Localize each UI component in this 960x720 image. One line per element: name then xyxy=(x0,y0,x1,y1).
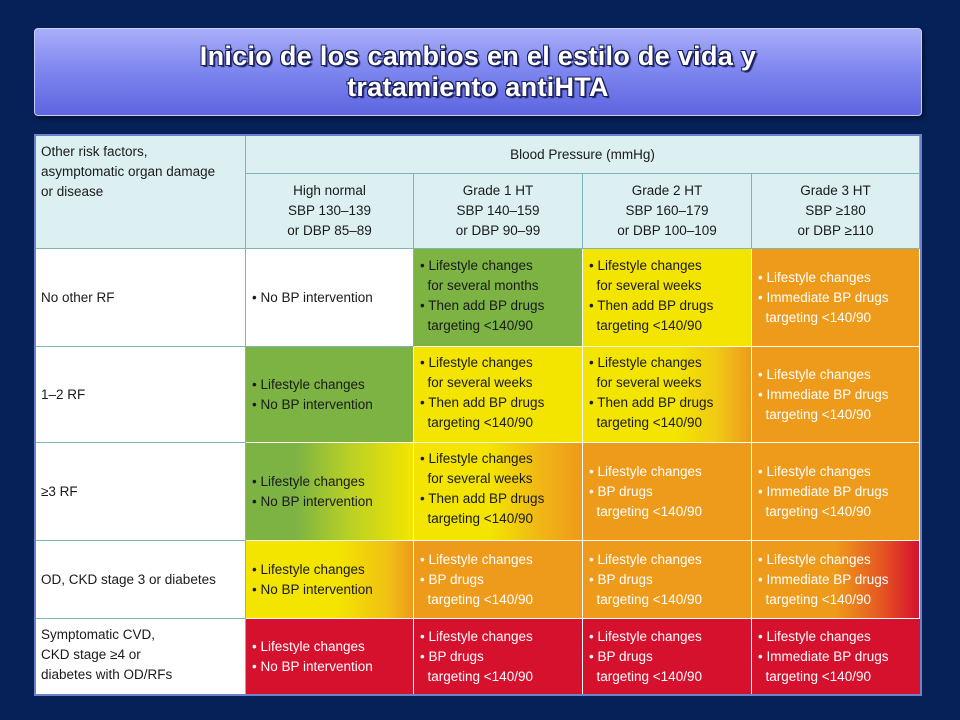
col-sbp: SBP 140–159 xyxy=(456,203,540,218)
col-sbp: SBP 160–179 xyxy=(625,203,709,218)
row-label-od-ckd3-diabetes xyxy=(36,541,246,619)
cell-text: • No BP intervention xyxy=(252,289,373,305)
col-name: Grade 3 HT xyxy=(800,183,871,198)
cell-r3-grade1 xyxy=(414,443,583,541)
col-header-grade2 xyxy=(583,174,752,249)
col-dbp: or DBP 90–99 xyxy=(455,223,541,238)
cell-text: • Lifestyle changes for several weeks • Then add BP drugs targeting <140/90 xyxy=(589,258,714,333)
col-name: High normal xyxy=(293,183,366,198)
row-label-3-rf xyxy=(36,443,246,541)
bp-header xyxy=(246,136,920,174)
col-dbp: or DBP 85–89 xyxy=(287,223,372,238)
bp-risk-table xyxy=(34,134,922,696)
row-label: No other RF xyxy=(41,289,115,305)
cell-text: • Lifestyle changes • BP drugs targeting <140/90 xyxy=(589,551,702,607)
col-dbp: or DBP 100–109 xyxy=(617,223,717,238)
cell-r2-grade1 xyxy=(414,347,583,443)
row-label-1-2-rf xyxy=(36,347,246,443)
cell-r4-grade3 xyxy=(752,541,920,619)
col-header-high-normal xyxy=(246,174,414,249)
cell-r1-grade3 xyxy=(752,249,920,347)
cell-text: • Lifestyle changes • Immediate BP drugs targeting <140/90 xyxy=(758,551,889,607)
cell-text: • Lifestyle changes for several weeks • Then add BP drugs targeting <140/90 xyxy=(420,451,545,526)
cell-r5-grade2 xyxy=(583,619,752,694)
cell-text: • Lifestyle changes • BP drugs targeting <140/90 xyxy=(420,551,533,607)
col-name: Grade 2 HT xyxy=(631,183,703,198)
row-label: ≥3 RF xyxy=(41,483,78,499)
col-header-grade3 xyxy=(752,174,920,249)
cell-r3-grade2 xyxy=(583,443,752,541)
cell-text: • Lifestyle changes • BP drugs targeting <140/90 xyxy=(420,628,533,684)
cell-text: • Lifestyle changes for several weeks • Then add BP drugs targeting <140/90 xyxy=(420,355,545,430)
row-label-no-other-rf xyxy=(36,249,246,347)
col-header-grade1 xyxy=(414,174,583,249)
cell-text: • Lifestyle changes for several months • Then add BP drugs targeting <140/90 xyxy=(420,258,545,333)
cell-r1-grade2 xyxy=(583,249,752,347)
cell-r1-grade1 xyxy=(414,249,583,347)
cell-text: • Lifestyle changes • No BP intervention xyxy=(252,561,373,597)
cell-r3-grade3 xyxy=(752,443,920,541)
col-name: Grade 1 HT xyxy=(462,183,534,198)
cell-r4-grade2 xyxy=(583,541,752,619)
cell-r3-high-normal xyxy=(246,443,414,541)
cell-text: • Lifestyle changes • Immediate BP drugs targeting <140/90 xyxy=(758,366,889,422)
col-dbp: or DBP ≥110 xyxy=(797,223,874,238)
cell-text: • Lifestyle changes for several weeks • Then add BP drugs targeting <140/90 xyxy=(589,355,714,430)
cell-r2-grade2 xyxy=(583,347,752,443)
cell-text: • Lifestyle changes • Immediate BP drugs targeting <140/90 xyxy=(758,463,889,519)
cell-r5-high-normal xyxy=(246,619,414,694)
row-label: 1–2 RF xyxy=(41,386,86,402)
cell-text: • Lifestyle changes • Immediate BP drugs targeting <140/90 xyxy=(758,269,889,325)
cell-text: • Lifestyle changes • BP drugs targeting <140/90 xyxy=(589,628,702,684)
cell-r1-high-normal xyxy=(246,249,414,347)
row-label: Symptomatic CVD, CKD stage ≥4 or diabetes with OD/RFs xyxy=(41,627,173,682)
cell-text: • Lifestyle changes • Immediate BP drugs targeting <140/90 xyxy=(758,628,889,684)
cell-r5-grade3 xyxy=(752,619,920,694)
cell-r5-grade1 xyxy=(414,619,583,694)
cell-text: • Lifestyle changes • No BP intervention xyxy=(252,638,373,674)
bp-header-label: Blood Pressure (mmHg) xyxy=(510,146,655,162)
title-line-1: Inicio de los cambios en el estilo de vida y xyxy=(199,41,757,71)
cell-text: • Lifestyle changes • BP drugs targeting <140/90 xyxy=(589,463,702,519)
col-sbp: SBP 130–139 xyxy=(287,203,372,218)
cell-text: • Lifestyle changes • No BP intervention xyxy=(252,376,373,412)
cell-r4-high-normal xyxy=(246,541,414,619)
col-sbp: SBP ≥180 xyxy=(805,203,866,218)
corner-header xyxy=(36,136,246,249)
cell-r4-grade1 xyxy=(414,541,583,619)
title-line-2: tratamiento antiHTA xyxy=(347,72,609,102)
title-banner xyxy=(34,28,922,116)
cell-r2-high-normal xyxy=(246,347,414,443)
cell-r2-grade3 xyxy=(752,347,920,443)
cell-text: • Lifestyle changes • No BP intervention xyxy=(252,473,373,509)
row-label: OD, CKD stage 3 or diabetes xyxy=(41,571,216,587)
corner-label: Other risk factors, asymptomatic organ damage or disease xyxy=(41,144,216,199)
row-label-symptomatic-cvd xyxy=(36,619,246,694)
